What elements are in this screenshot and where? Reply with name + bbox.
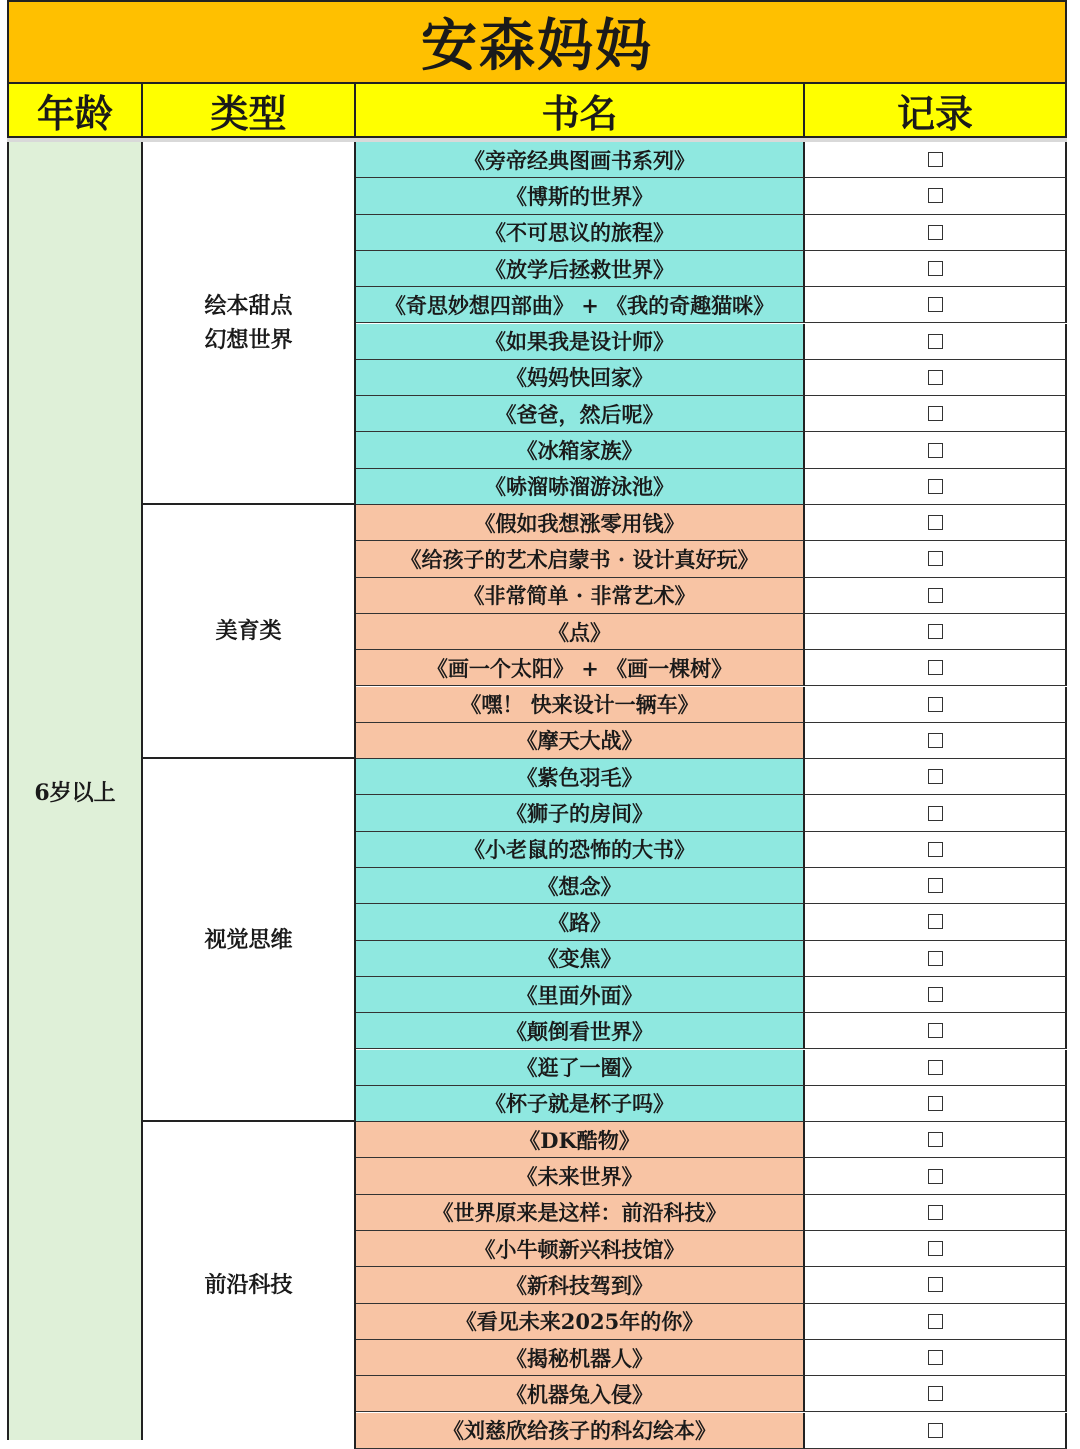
record-cell (805, 215, 1067, 251)
record-cell (805, 759, 1067, 795)
table-row (356, 396, 1067, 432)
record-checkbox[interactable] (928, 479, 943, 494)
table-row (356, 505, 1067, 541)
record-cell (805, 941, 1067, 977)
table-row (356, 1231, 1067, 1267)
book-title: 《路》 (356, 904, 805, 940)
record-checkbox[interactable] (928, 1132, 943, 1147)
record-checkbox[interactable] (928, 697, 943, 712)
record-checkbox[interactable] (928, 152, 943, 167)
table-row (356, 287, 1067, 323)
record-cell (805, 578, 1067, 614)
book-title: 《DK酷物》 (356, 1122, 805, 1158)
header-type: 类型 (143, 84, 356, 138)
book-title: 《给孩子的艺术启蒙书 · 设计真好玩》 (356, 541, 805, 577)
table-row (356, 614, 1067, 650)
record-cell (805, 1122, 1067, 1158)
table-row (356, 977, 1067, 1013)
table-row (356, 1376, 1067, 1412)
table-row (356, 904, 1067, 940)
category-name: 美育类 (215, 618, 282, 645)
record-checkbox[interactable] (928, 1169, 943, 1184)
table-row (356, 1050, 1067, 1086)
table-row (356, 1158, 1067, 1194)
book-title: 《逛了一圈》 (356, 1050, 805, 1086)
page-title: 安森妈妈 (7, 0, 1067, 84)
table-row (356, 1413, 1067, 1449)
record-checkbox[interactable] (928, 588, 943, 603)
record-checkbox[interactable] (928, 1386, 943, 1401)
record-checkbox[interactable] (928, 1277, 943, 1292)
category-name: 前沿科技 (204, 1272, 293, 1299)
record-checkbox[interactable] (928, 733, 943, 748)
book-title: 《揭秘机器人》 (356, 1340, 805, 1376)
record-cell (805, 977, 1067, 1013)
book-title: 《刘慈欣给孩子的科幻绘本》 (356, 1413, 805, 1449)
table-row (356, 1340, 1067, 1376)
record-checkbox[interactable] (928, 878, 943, 893)
record-checkbox[interactable] (928, 261, 943, 276)
record-checkbox[interactable] (928, 188, 943, 203)
book-title: 《如果我是设计师》 (356, 324, 805, 360)
record-checkbox[interactable] (928, 334, 943, 349)
table-row (356, 868, 1067, 904)
record-checkbox[interactable] (928, 951, 943, 966)
record-checkbox[interactable] (928, 1096, 943, 1111)
record-cell (805, 723, 1067, 759)
book-title: 《放学后拯救世界》 (356, 251, 805, 287)
record-checkbox[interactable] (928, 1241, 943, 1256)
book-title: 《爸爸，然后呢》 (356, 396, 805, 432)
record-checkbox[interactable] (928, 987, 943, 1002)
table-row (356, 1013, 1067, 1049)
table-row (356, 215, 1067, 251)
record-checkbox[interactable] (928, 769, 943, 784)
book-title: 《机器兔入侵》 (356, 1376, 805, 1412)
category-cell (143, 1122, 356, 1449)
record-checkbox[interactable] (928, 1205, 943, 1220)
record-cell (805, 1013, 1067, 1049)
table-row (356, 1195, 1067, 1231)
table-row (356, 178, 1067, 214)
book-title: 《小牛顿新兴科技馆》 (356, 1231, 805, 1267)
record-cell (805, 1158, 1067, 1194)
header-age: 年龄 (7, 84, 143, 138)
book-title: 《妈妈快回家》 (356, 360, 805, 396)
category-name: 幻想世界 (204, 326, 293, 353)
record-cell (805, 360, 1067, 396)
book-title: 《看见未来2025年的你》 (356, 1304, 805, 1340)
record-cell (805, 832, 1067, 868)
record-checkbox[interactable] (928, 515, 943, 530)
record-cell (805, 505, 1067, 541)
category-cell (143, 505, 356, 759)
record-cell (805, 1231, 1067, 1267)
book-title: 《想念》 (356, 868, 805, 904)
record-cell (805, 904, 1067, 940)
record-cell (805, 1267, 1067, 1303)
book-title: 《摩天大战》 (356, 723, 805, 759)
record-cell (805, 251, 1067, 287)
record-checkbox[interactable] (928, 1060, 943, 1075)
record-checkbox[interactable] (928, 370, 943, 385)
table-row (356, 142, 1067, 178)
book-title: 《非常简单 · 非常艺术》 (356, 578, 805, 614)
record-cell (805, 541, 1067, 577)
book-title: 《奇思妙想四部曲》 + 《我的奇趣猫咪》 (356, 287, 805, 323)
record-cell (805, 614, 1067, 650)
book-title: 《点》 (356, 614, 805, 650)
table-row (356, 324, 1067, 360)
category-cell (143, 142, 356, 505)
book-title: 《嘿！ 快来设计一辆车》 (356, 687, 805, 723)
record-checkbox[interactable] (928, 225, 943, 240)
record-checkbox[interactable] (928, 406, 943, 421)
record-cell (805, 324, 1067, 360)
record-checkbox[interactable] (928, 551, 943, 566)
table-row (356, 687, 1067, 723)
record-cell (805, 687, 1067, 723)
book-title: 《狮子的房间》 (356, 795, 805, 831)
record-cell (805, 432, 1067, 468)
category-cell (143, 759, 356, 1122)
book-title: 《小老鼠的恐怖的大书》 (356, 832, 805, 868)
record-cell (805, 469, 1067, 505)
record-cell (805, 1050, 1067, 1086)
book-title: 《紫色羽毛》 (356, 759, 805, 795)
table-row (356, 650, 1067, 686)
table-row (356, 759, 1067, 795)
book-title: 《里面外面》 (356, 977, 805, 1013)
category-name: 视觉思维 (204, 926, 293, 953)
table-row (356, 432, 1067, 468)
table-row (356, 832, 1067, 868)
table-row (356, 1122, 1067, 1158)
record-checkbox[interactable] (928, 1350, 943, 1365)
record-checkbox[interactable] (928, 1023, 943, 1038)
record-cell (805, 1086, 1067, 1122)
record-cell (805, 1376, 1067, 1412)
table-row (356, 578, 1067, 614)
book-title: 《杯子就是杯子吗》 (356, 1086, 805, 1122)
table-row (356, 1304, 1067, 1340)
header-record: 记录 (805, 84, 1067, 138)
record-checkbox[interactable] (928, 842, 943, 857)
table-row (356, 795, 1067, 831)
header-book: 书名 (356, 84, 805, 138)
book-title: 《世界原来是这样：前沿科技》 (356, 1195, 805, 1231)
record-cell (805, 1195, 1067, 1231)
record-cell (805, 287, 1067, 323)
record-checkbox[interactable] (928, 660, 943, 675)
category-name: 绘本甜点 (204, 292, 293, 319)
book-title: 《变焦》 (356, 941, 805, 977)
table-row (356, 1086, 1067, 1122)
record-cell (805, 142, 1067, 178)
book-title: 《新科技驾到》 (356, 1267, 805, 1303)
table-row (356, 541, 1067, 577)
record-cell (805, 1413, 1067, 1449)
book-title: 《冰箱家族》 (356, 432, 805, 468)
table-row (356, 360, 1067, 396)
record-cell (805, 795, 1067, 831)
record-checkbox[interactable] (928, 806, 943, 821)
record-checkbox[interactable] (928, 1423, 943, 1438)
record-cell (805, 868, 1067, 904)
record-checkbox[interactable] (928, 297, 943, 312)
book-title: 《画一个太阳》 + 《画一棵树》 (356, 650, 805, 686)
record-checkbox[interactable] (928, 1314, 943, 1329)
table-row (356, 723, 1067, 759)
book-title: 《颠倒看世界》 (356, 1013, 805, 1049)
record-checkbox[interactable] (928, 443, 943, 458)
book-title: 《未来世界》 (356, 1158, 805, 1194)
table-row (356, 469, 1067, 505)
book-title: 《旁帝经典图画书系列》 (356, 142, 805, 178)
record-checkbox[interactable] (928, 624, 943, 639)
record-cell (805, 1304, 1067, 1340)
record-cell (805, 396, 1067, 432)
record-cell (805, 650, 1067, 686)
age-group-cell: 6岁以上 (7, 142, 143, 1440)
record-checkbox[interactable] (928, 914, 943, 929)
table-row (356, 1267, 1067, 1303)
table-row (356, 251, 1067, 287)
book-title: 《博斯的世界》 (356, 178, 805, 214)
record-cell (805, 1340, 1067, 1376)
table-row (356, 941, 1067, 977)
record-cell (805, 178, 1067, 214)
book-title: 《不可思议的旅程》 (356, 215, 805, 251)
book-title: 《假如我想涨零用钱》 (356, 505, 805, 541)
book-title: 《哧溜哧溜游泳池》 (356, 469, 805, 505)
